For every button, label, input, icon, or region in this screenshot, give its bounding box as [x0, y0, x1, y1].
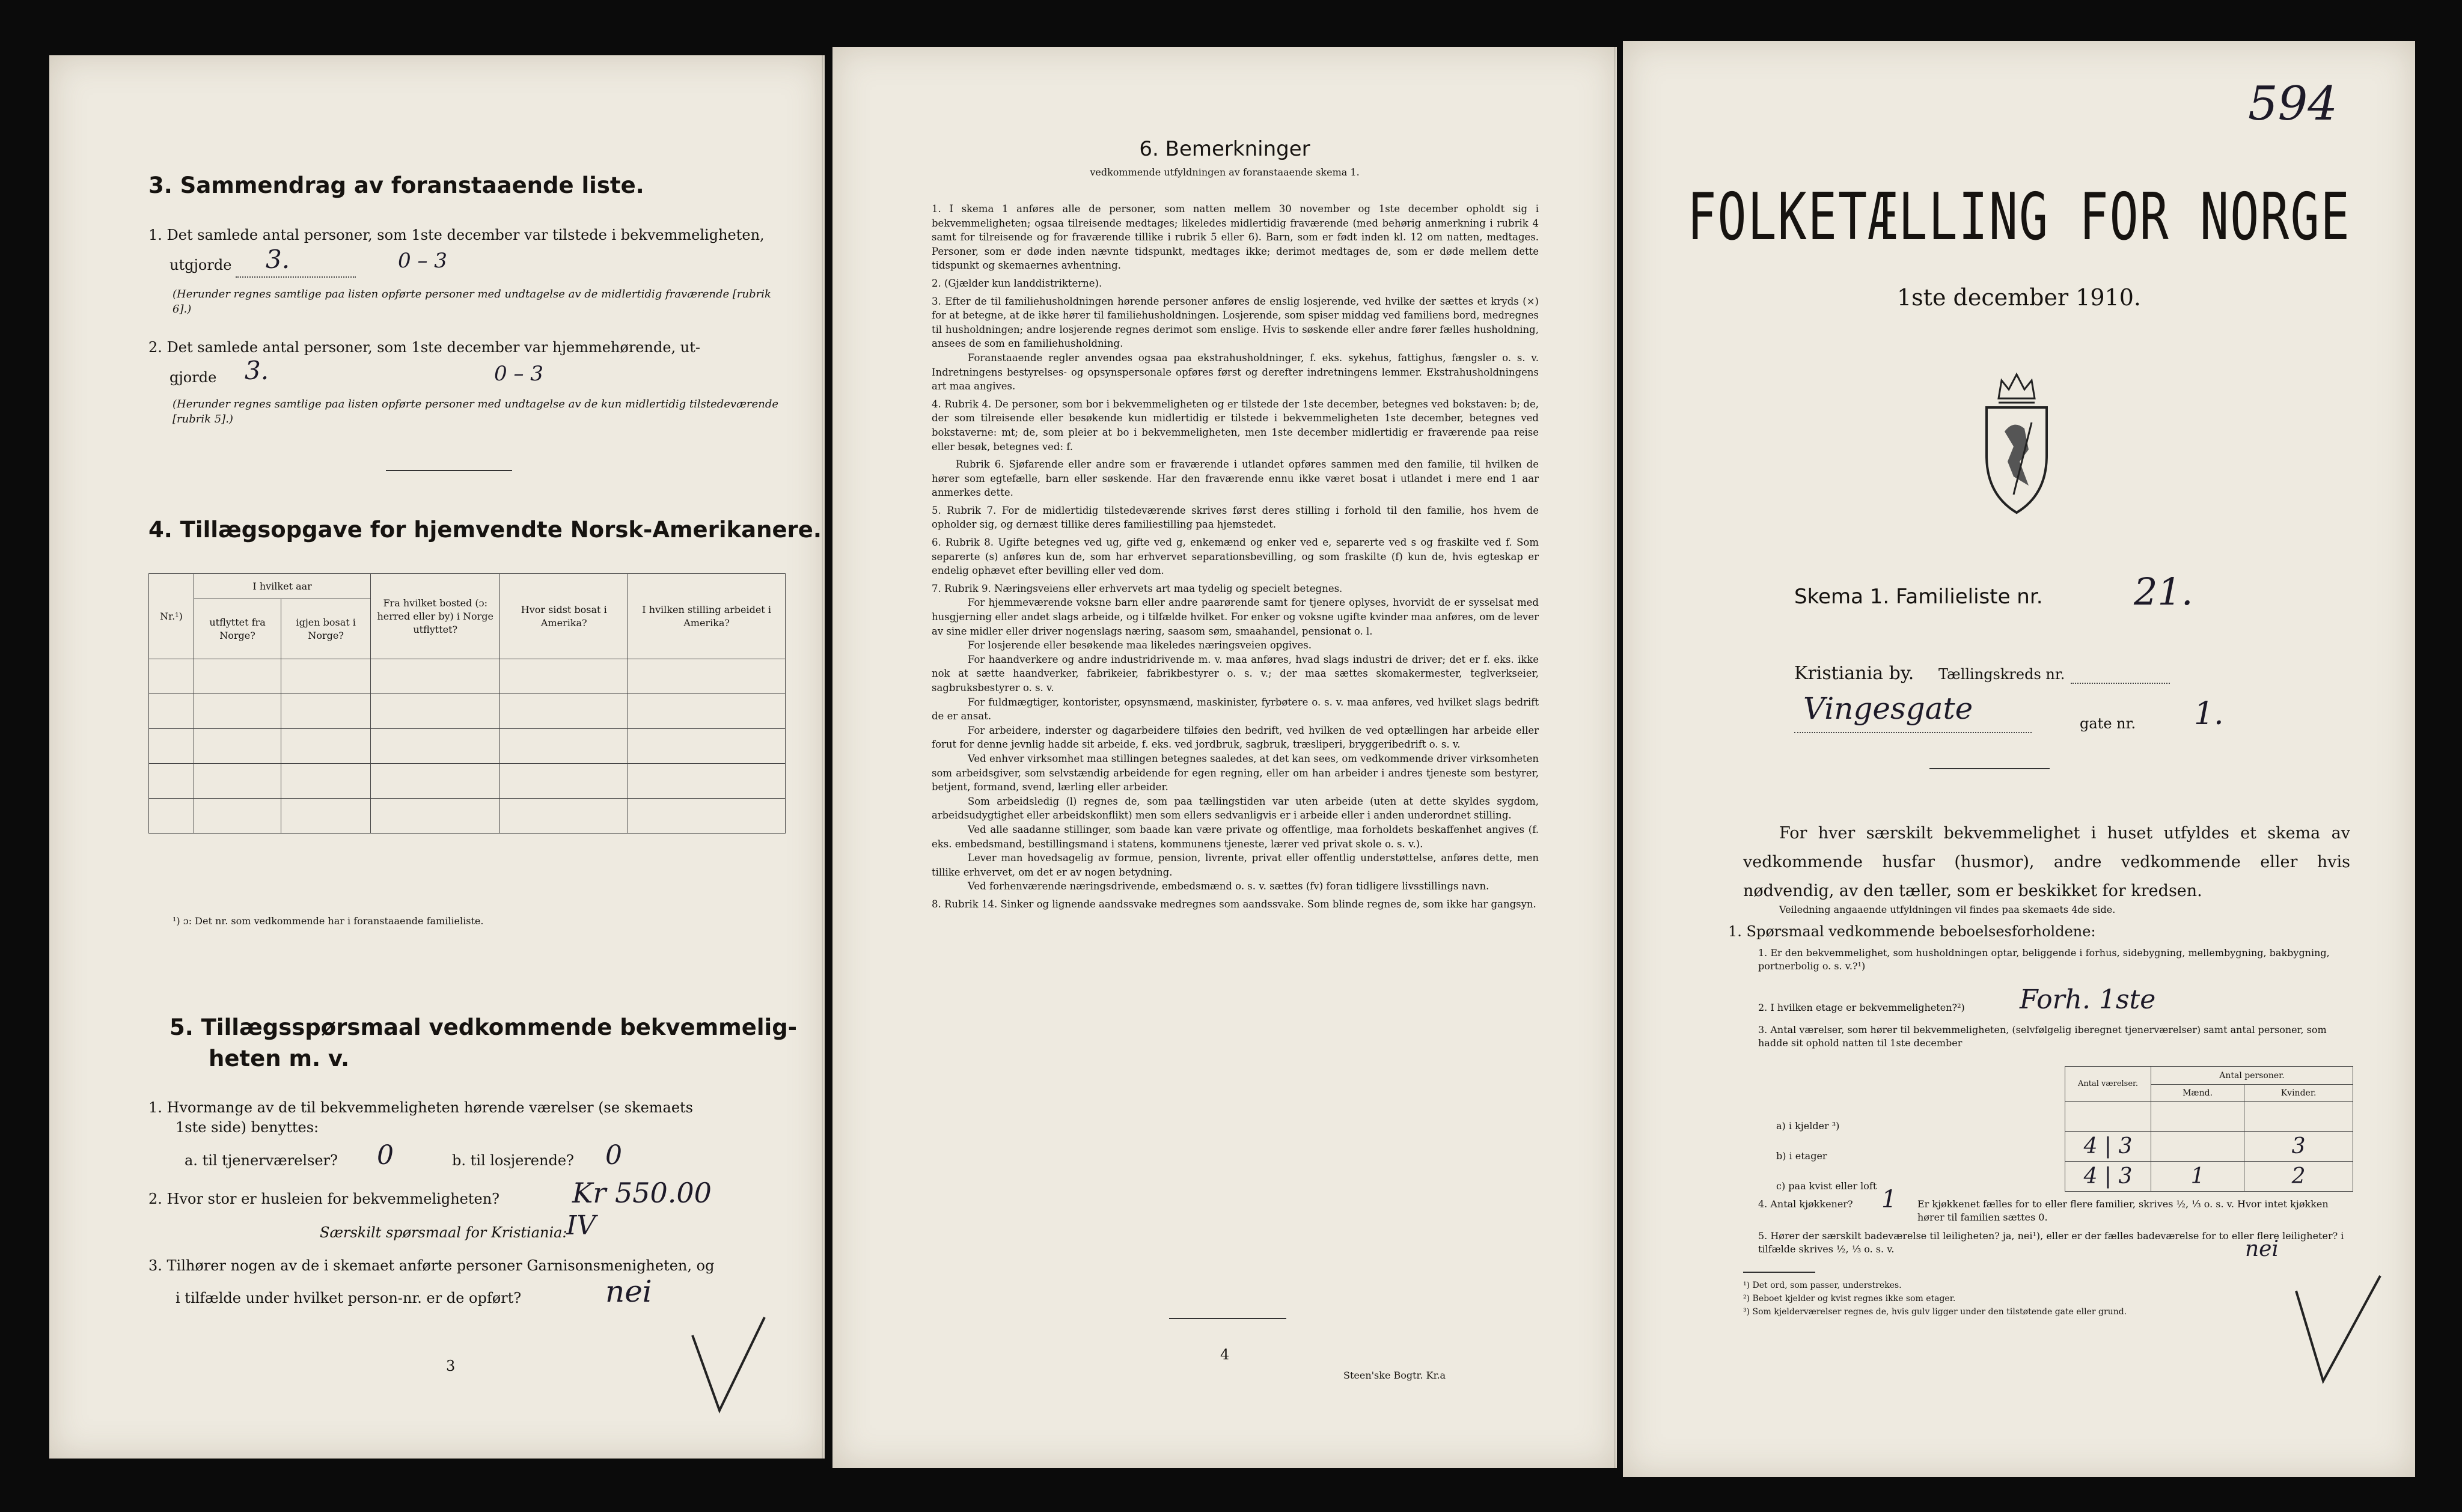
s5-q1-b-value: 0	[605, 1140, 622, 1171]
bemerkninger-title: 6. Bemerkninger	[1139, 137, 1310, 161]
q1-handwritten-value: 3.	[266, 245, 290, 274]
section-4-title: 4. Tillægsopgave for hjemvendte Norsk-Amerikanere.	[148, 517, 822, 543]
table-row	[149, 764, 786, 799]
s5-q1-b: b. til losjerende?	[452, 1152, 574, 1169]
divider	[1929, 768, 2050, 769]
skema-label: Skema 1. Familieliste nr.	[1794, 585, 2043, 609]
q1-dotted-line	[236, 276, 356, 278]
bemerkninger-subtitle: vedkommende utfyldningen av foranstaaende skema 1.	[1090, 166, 1360, 178]
gate-label: gate nr.	[2080, 715, 2136, 732]
s5-q3-line1: 3. Tilhører nogen av de i skemaet anførte personer Garnisonsmenigheten, og	[148, 1257, 715, 1274]
section-5-title-line2: heten m. v.	[209, 1046, 350, 1072]
q2-note: (Herunder regnes samtlige paa listen opførte personer med undtagelse av de kun midlertidig tilstedeværende [rubrik 5].)	[173, 398, 779, 425]
remark-7g: Som arbeidsledig (l) regnes de, som paa tællingstiden var uten arbeide (uten at dette skyldes sygdom, arbeidsudygtighet eller arbeidskonflikt) men som ellers sedvanligvis er i arbeide eller i anden underordnet stilling.	[932, 795, 1539, 822]
s5-q3-value: nei	[605, 1274, 652, 1309]
census-date: 1ste december 1910.	[1897, 284, 2141, 311]
street-value: Vingesgate	[1803, 691, 1973, 726]
census-title: FOLKETÆLLING FOR NORGE	[1687, 179, 2351, 255]
check-mark-icon	[686, 1311, 771, 1419]
city-label: Kristiania by.	[1794, 663, 1914, 684]
col-igjen: igjen bosat i Norge?	[281, 599, 371, 659]
q1-1: 1. Er den bekvemmelighet, som husholdningen optar, beliggende i forhus, sidebygning, mellembygning, bakbygning, portnerbolig o. s. v.?¹)	[1758, 947, 2330, 972]
gate-nr: 1.	[2194, 696, 2224, 732]
rooms-persons-table	[2065, 1066, 2353, 1192]
s5-q1-a-value: 0	[377, 1140, 394, 1171]
q4-value: 1	[1881, 1186, 1897, 1213]
q2-text: 2. Det samlede antal personer, som 1ste december var hjemmehørende, ut-	[148, 339, 700, 356]
col-kvinder: Kvinder.	[2244, 1085, 2353, 1102]
coat-of-arms-icon	[1972, 365, 2062, 519]
q2: 2. I hvilken etage er bekvemmeligheten?²)	[1758, 1002, 1965, 1013]
remark-7d: For fuldmægtiger, kontorister, opsynsmænd, maskinister, fyrbøtere o. s. v. maa anføres, ved hvilket slags bedrift de er ansat.	[932, 696, 1539, 722]
remark-5: 5. Rubrik 7. For de midlertidig tilstedeværende skrives først deres stilling i forhold til den familie, hos hvem de opholder sig, og dernæst tillike deres familiestilling paa hjemstedet.	[932, 504, 1539, 531]
page-number: 3	[446, 1358, 456, 1374]
q1-text: 1. Det samlede antal personer, som 1ste december var tilstede i bekvemmeligheten,	[148, 227, 765, 243]
remark-7e: For arbeidere, inderster og dagarbeidere tilføies den bedrift, ved hvilken de ved optællingen har arbeide eller forut for denne jevnlig hadde sit arbeide, f. eks. ved jordbruk, sagbruk, træsliperi, bryggeribedrift o. s. v.	[932, 724, 1539, 751]
check-mark-icon	[2290, 1270, 2386, 1390]
page-number: 4	[1220, 1346, 1230, 1363]
page-4	[832, 47, 1617, 1468]
q4-rest: Er kjøkkenet fælles for to eller flere familier, skrives ½, ⅓ o. s. v. Hvor intet kjøkken hører til familien sættes 0.	[1917, 1198, 2329, 1223]
remark-3b: Foranstaaende regler anvendes ogsaa paa ekstrahusholdninger, f. eks. sykehus, fattighus, fængsler o. s. v. Indretningens bestyrelses- og opsynspersonale opføres først og derefter indretningens lemmer. Ekstrahusholdningens art maa angives.	[932, 352, 1539, 392]
divider	[1169, 1318, 1286, 1319]
divider	[386, 470, 512, 471]
footnote-1: ¹) Det ord, som passer, understrekes.	[1743, 1281, 1902, 1290]
q1-handwritten-value-2: 0 – 3	[398, 249, 447, 273]
s5-q2-value: Kr 550.00	[572, 1177, 712, 1209]
page-3	[49, 55, 825, 1459]
table-row	[149, 729, 786, 764]
remark-4: 4. Rubrik 4. De personer, som bor i bekvemmeligheten og er tilstede der 1ste december, betegnes ved bokstaven: b; de, der som tilreisende eller besøkende kun midlertidig er tilstede i bekvemmeligheten 1ste december, betegnes ved bokstaverne: mt; de, som pleier at bo i bekvemmeligheten, men 1ste december midlertidig er fraværende paa reise eller besøk, betegnes ved: f.	[932, 398, 1539, 453]
q2-value: Forh. 1ste	[2020, 984, 2156, 1015]
q4: 4. Antal kjøkkener?	[1758, 1198, 1853, 1210]
section-3-title: 3. Sammendrag av foranstaaende liste.	[148, 172, 644, 198]
col-nr: Nr.¹)	[149, 574, 194, 659]
row-label-etager: b) i etager	[1776, 1150, 1827, 1162]
s5-q1-line1: 1. Hvormange av de til bekvemmeligheten hørende værelser (se skemaets	[148, 1099, 693, 1116]
col-personer: Antal personer.	[2151, 1067, 2353, 1085]
col-group-year: I hvilket aar	[194, 574, 371, 599]
remark-3: 3. Efter de til familiehusholdningen hørende personer anføres de enslig losjerende, ved hvilke der sættes et kryds (×) for at betegne, at de ikke hører til familiehusholdningen. Losjerende, som spiser middag ved familiens bord, medregnes til husholdningen; andre losjerende regnes derimot som enslige. Hvis to søskende eller andre fører fælles husholdning, ansees de som en familiehusholdning.	[932, 295, 1539, 350]
q5: 5. Hører der særskilt badeværelse til leiligheten? ja, nei¹), eller er der fælles badeværelse for to eller flere leiligheter? i tilfælde skrives ½, ⅓ o. s. v.	[1758, 1230, 2344, 1255]
col-maend: Mænd.	[2151, 1085, 2244, 1102]
table-row: 4 | 3 1 2	[2065, 1162, 2353, 1192]
remark-7c: For haandverkere og andre industridrivende m. v. maa anføres, hvad slags industri de driver; det er f. eks. ikke nok at sætte haandverker, fabrikeier, fabrikbestyrer o. s. v.; der maa sættes skomakermester, teglverkseier, sagbruksbestyrer o. s. v.	[932, 653, 1539, 694]
guidance-text: Veiledning angaaende utfyldningen vil findes paa skemaets 4de side.	[1779, 904, 2116, 915]
table-footnote: ¹) ɔ: Det nr. som vedkommende har i foranstaaende familieliste.	[173, 915, 484, 927]
remark-7b: For losjerende eller besøkende maa likeledes næringsveien opgives.	[968, 639, 1312, 651]
remark-4b: Rubrik 6. Sjøfarende eller andre som er fraværende i utlandet opføres sammen med den familie, til hvilken de hører som egtefælle, barn eller søskende. Har den fraværende ennu ikke været bosat i utlandet i mere end 1 aar anmerkes dette.	[932, 459, 1539, 499]
s5-q1-line2: 1ste side) benyttes:	[176, 1119, 319, 1136]
footnotes	[1743, 1279, 2127, 1318]
archive-number: 594	[2248, 77, 2338, 131]
col-vaerelser: Antal værelser.	[2065, 1067, 2151, 1102]
col-utflyttet: utflyttet fra Norge?	[194, 599, 281, 659]
printer-mark: Steen'ske Bogtr. Kr.a	[1343, 1370, 1446, 1381]
remark-6: 6. Rubrik 8. Ugifte betegnes ved ug, gifte ved g, enkemænd og enker ved e, separerte ved s og fraskilte ved f. Som separerte (s) anføres kun de, som har erhvervet separationsbevilling, og som fraskilte (f) kun de, hvis egteskap er endelig ophævet efter bevilling eller ved dom.	[932, 537, 1539, 577]
s5-special-value: IV	[566, 1210, 596, 1241]
kreds-label: Tællingskreds nr.	[1938, 666, 2065, 683]
remark-7j: Ved forhenværende næringsdrivende, embedsmænd o. s. v. sættes (fv) foran tidligere livsstillings navn.	[968, 880, 1489, 892]
q3: 3. Antal værelser, som hører til bekvemmeligheten, (selvfølgelig iberegnet tjenerværelser) samt antal personer, som hadde sit ophold natten til 1ste december	[1758, 1024, 2327, 1049]
section-5-title-line1: 5. Tillægsspørsmaal vedkommende bekvemmelig-	[170, 1014, 798, 1040]
remark-7h: Ved alle saadanne stillinger, som baade kan være private og offentlige, maa forholdets beskaffenhet angives (f. eks. embedsmand, bestillingsmand i statens, kommunens tjeneste, lærer ved privat skole o. s. v.).	[932, 823, 1539, 850]
q1-title: 1. Spørsmaal vedkommende beboelsesforholdene:	[1728, 923, 2096, 940]
table-row	[2065, 1102, 2353, 1132]
q2-handwritten-value-2: 0 – 3	[494, 362, 543, 386]
remark-7a: For hjemmeværende voksne barn eller andre paarørende samt for tjenere oplyses, hvorvidt de er sysselsat med husgjerning eller andet slags arbeide, og i tilfælde hvilket. For enker og voksne ugifte kvinder maa anføres, om de lever av sine midler eller driver nogenslags næring, saasom søm, smaahandel, pensionat o. l.	[932, 597, 1539, 637]
q2-handwritten-value: 3.	[245, 356, 269, 385]
remark-7i: Lever man hovedsagelig av formue, pension, livrente, privat eller offentlig understøttelse, anføres dette, men tillike erhvervet, om det er av nogen betydning.	[932, 852, 1539, 878]
q1-utgjorde: utgjorde	[170, 257, 232, 273]
s5-q3-line2: i tilfælde under hvilket person-nr. er de opført?	[176, 1290, 522, 1306]
row-label-kvist: c) paa kvist eller loft	[1776, 1180, 1877, 1192]
familieliste-nr: 21.	[2134, 570, 2193, 614]
q5-value: nei	[2245, 1237, 2279, 1261]
col-hvor-fra: Fra hvilket bosted (ɔ: herred eller by) i Norge utflyttet?	[371, 574, 500, 659]
footnote-3: ³) Som kjelderværelser regnes de, hvis gulv ligger under den tilstøtende gate eller grund.	[1743, 1307, 2127, 1317]
remark-1: 1. I skema 1 anføres alle de personer, som natten mellem 30 november og 1ste december opholdt sig i bekvemmeligheten; ogsaa tilreisende medtages; likeledes midlertidig fraværende (med behørig anmerkning i rubrik 4 samt for tilreisende og for fraværende tillike i rubrik 5 eller 6). Barn, som er født inden kl. 12 om natten, medtages. Personer, som er døde inden nævnte tidspunkt, medtages ikke; derimot medtages de, som er døde mellem dette tidspunkt og skemaernes avhentning.	[932, 203, 1539, 272]
footnote-2: ²) Beboet kjelder og kvist regnes ikke som etager.	[1743, 1294, 1956, 1303]
table-row: 4 | 3 3	[2065, 1132, 2353, 1162]
col-stilling: I hvilken stilling arbeidet i Amerika?	[628, 574, 786, 659]
col-hvor-sidst: Hvor sidst bosat i Amerika?	[500, 574, 628, 659]
page-1-cover	[1623, 41, 2415, 1477]
intro-text: For hver særskilt bekvemmelighet i huset utfyldes et skema av vedkommende husfar (husmor), andre vedkommende eller hvis nødvendig, av den tæller, som er beskikket for kredsen.	[1743, 824, 2350, 900]
remark-2: 2. (Gjælder kun landdistrikterne).	[932, 277, 1102, 289]
table-row	[149, 799, 786, 834]
remark-8: 8. Rubrik 14. Sinker og lignende aandssvake medregnes som aandssvake. Som blinde regnes de, som ikke har gangsyn.	[932, 898, 1536, 910]
q2-utgjorde: gjorde	[170, 369, 217, 386]
q1-note: (Herunder regnes samtlige paa listen opførte personer med undtagelse av de midlertidig fraværende [rubrik 6].)	[173, 288, 771, 316]
s5-q2: 2. Hvor stor er husleien for bekvemmeligheten?	[148, 1190, 500, 1207]
remarks-body	[932, 202, 1539, 912]
s5-special: Særskilt spørsmaal for Kristiania:	[320, 1224, 567, 1241]
norsk-amerikanere-table	[148, 573, 786, 834]
remark-7: 7. Rubrik 9. Næringsveiens eller erhvervets art maa tydelig og specielt betegnes.	[932, 582, 1343, 594]
row-label-kjelder: a) i kjelder ³)	[1776, 1120, 1840, 1132]
table-row	[149, 694, 786, 729]
table-row	[149, 659, 786, 694]
s5-q1-a: a. til tjenerværelser?	[185, 1152, 338, 1169]
remark-7f: Ved enhver virksomhet maa stillingen betegnes saaledes, at det kan sees, om vedkommende driver virksomheten som arbeidsgiver, som selvstændig arbeidende for egen regning, eller om han arbeider i andres tjeneste som bestyrer, betjent, formand, svend, lærling eller arbeider.	[932, 752, 1539, 793]
